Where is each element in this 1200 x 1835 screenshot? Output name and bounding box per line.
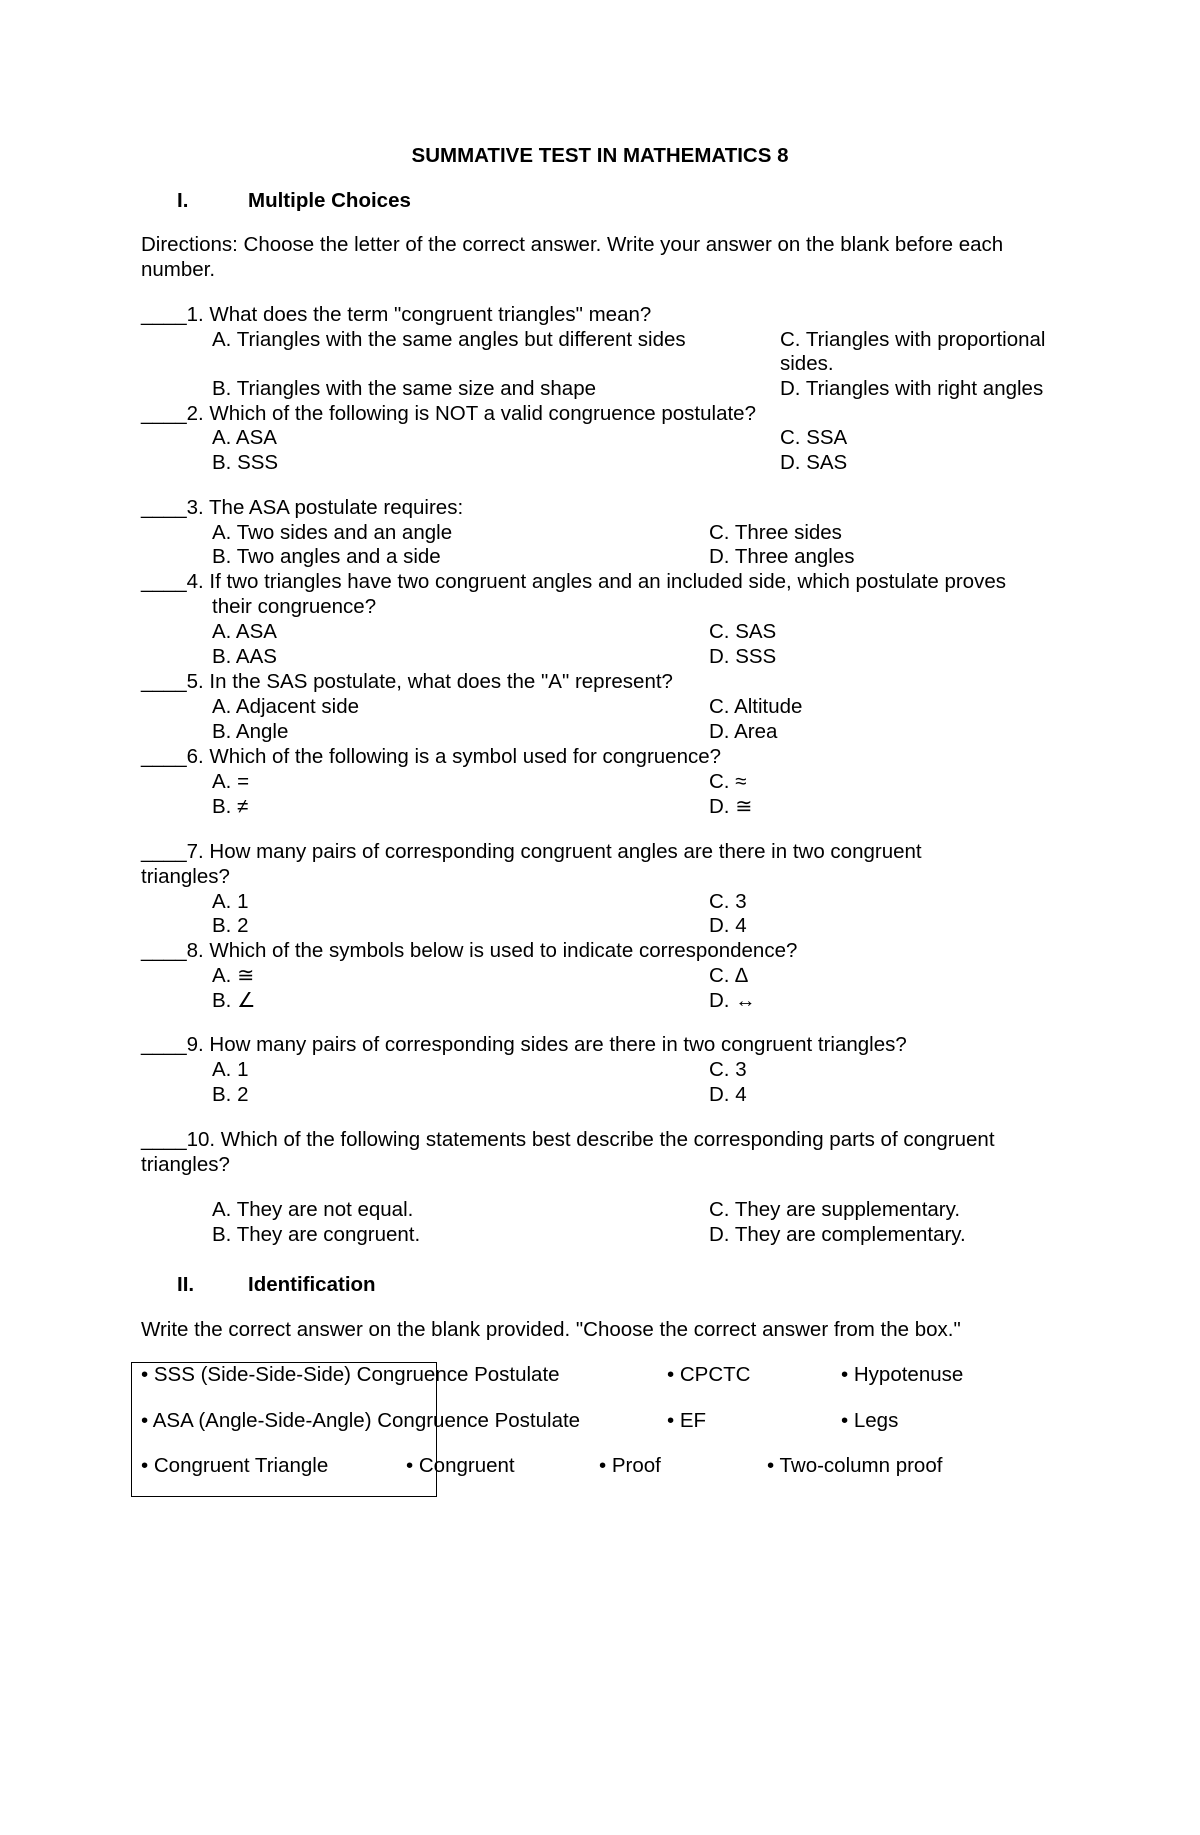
question-7-continued: triangles? (141, 865, 230, 888)
section-numeral: II. (177, 1273, 195, 1296)
choice-item: • CPCTC (667, 1363, 751, 1386)
question-10: ____10. Which of the following statements best describe the corresponding parts of congruent (141, 1128, 995, 1151)
choice-item: • Proof (599, 1454, 661, 1477)
option-d: D. 4 (709, 914, 747, 937)
option-c: C. ∆ (709, 964, 748, 987)
question-5: ____5. In the SAS postulate, what does the "A" represent? (141, 670, 673, 693)
choice-item: • Legs (841, 1409, 899, 1432)
option-c: C. SSA (780, 426, 848, 449)
option-a: A. ASA (212, 620, 277, 643)
option-d: D. 4 (709, 1083, 747, 1106)
question-6: ____6. Which of the following is a symbol used for congruence? (141, 745, 722, 768)
section-heading: Identification (248, 1273, 376, 1296)
option-d: D. ≅ (709, 795, 753, 818)
option-c: sides. (780, 352, 834, 375)
question-4: ____4. If two triangles have two congruent angles and an included side, which postulate proves (141, 570, 1006, 593)
option-c: C. Triangles with proportional (780, 328, 1046, 351)
option-a: A. 1 (212, 890, 249, 913)
choice-item: • Congruent (406, 1454, 515, 1477)
option-d: D. ↔ (709, 989, 756, 1012)
option-d: D. Triangles with right angles (780, 377, 1044, 400)
option-c: C. 3 (709, 890, 747, 913)
option-d: D. Three angles (709, 545, 855, 568)
question-3: ____3. The ASA postulate requires: (141, 496, 464, 519)
choice-item: • Two-column proof (767, 1454, 943, 1477)
option-b: B. ∠ (212, 989, 256, 1012)
question-10-continued: triangles? (141, 1153, 230, 1176)
question-7: ____7. How many pairs of corresponding congruent angles are there in two congruent (141, 840, 922, 863)
option-a: A. 1 (212, 1058, 249, 1081)
option-a: A. = (212, 770, 250, 793)
option-b: B. Angle (212, 720, 289, 743)
option-c: C. SAS (709, 620, 777, 643)
directions-text: Directions: Choose the letter of the correct answer. Write your answer on the blank before each (141, 233, 1004, 256)
question-8: ____8. Which of the symbols below is used to indicate correspondence? (141, 939, 798, 962)
section-numeral: I. (177, 189, 189, 212)
question-2: ____2. Which of the following is NOT a valid congruence postulate? (141, 402, 756, 425)
option-c: C. Three sides (709, 521, 842, 544)
question-9: ____9. How many pairs of corresponding sides are there in two congruent triangles? (141, 1033, 907, 1056)
option-c: C. Altitude (709, 695, 803, 718)
choice-item: • ASA (Angle-Side-Angle) Congruence Postulate (141, 1409, 581, 1432)
page-title: SUMMATIVE TEST IN MATHEMATICS 8 (411, 144, 789, 167)
choice-item: • EF (667, 1409, 707, 1432)
option-c: C. 3 (709, 1058, 747, 1081)
option-b: B. 2 (212, 914, 249, 937)
option-b: B. SSS (212, 451, 279, 474)
option-a: A. Adjacent side (212, 695, 360, 718)
choice-item: • Congruent Triangle (141, 1454, 329, 1477)
option-a: A. Triangles with the same angles but different sides (212, 328, 686, 351)
option-b: B. Triangles with the same size and shape (212, 377, 597, 400)
option-a: A. ASA (212, 426, 277, 449)
option-c: C. ≈ (709, 770, 747, 793)
question-4-continued: their congruence? (212, 595, 377, 618)
option-b: B. Two angles and a side (212, 545, 441, 568)
section-heading: Multiple Choices (248, 189, 411, 212)
option-c: C. They are supplementary. (709, 1198, 961, 1221)
question-1: ____1. What does the term "congruent triangles" mean? (141, 303, 652, 326)
option-a: A. They are not equal. (212, 1198, 414, 1221)
choice-item: • Hypotenuse (841, 1363, 964, 1386)
option-d: D. SAS (780, 451, 848, 474)
option-b: B. AAS (212, 645, 277, 668)
choice-item: • SSS (Side-Side-Side) Congruence Postulate (141, 1363, 560, 1386)
directions-text: number. (141, 258, 216, 281)
option-b: B. 2 (212, 1083, 249, 1106)
option-a: A. Two sides and an angle (212, 521, 453, 544)
option-d: D. They are complementary. (709, 1223, 966, 1246)
option-d: D. Area (709, 720, 778, 743)
option-d: D. SSS (709, 645, 777, 668)
option-b: B. They are congruent. (212, 1223, 421, 1246)
option-b: B. ≠ (212, 795, 249, 818)
identification-instructions: Write the correct answer on the blank provided. "Choose the correct answer from the box." (141, 1318, 961, 1341)
option-a: A. ≅ (212, 964, 255, 987)
